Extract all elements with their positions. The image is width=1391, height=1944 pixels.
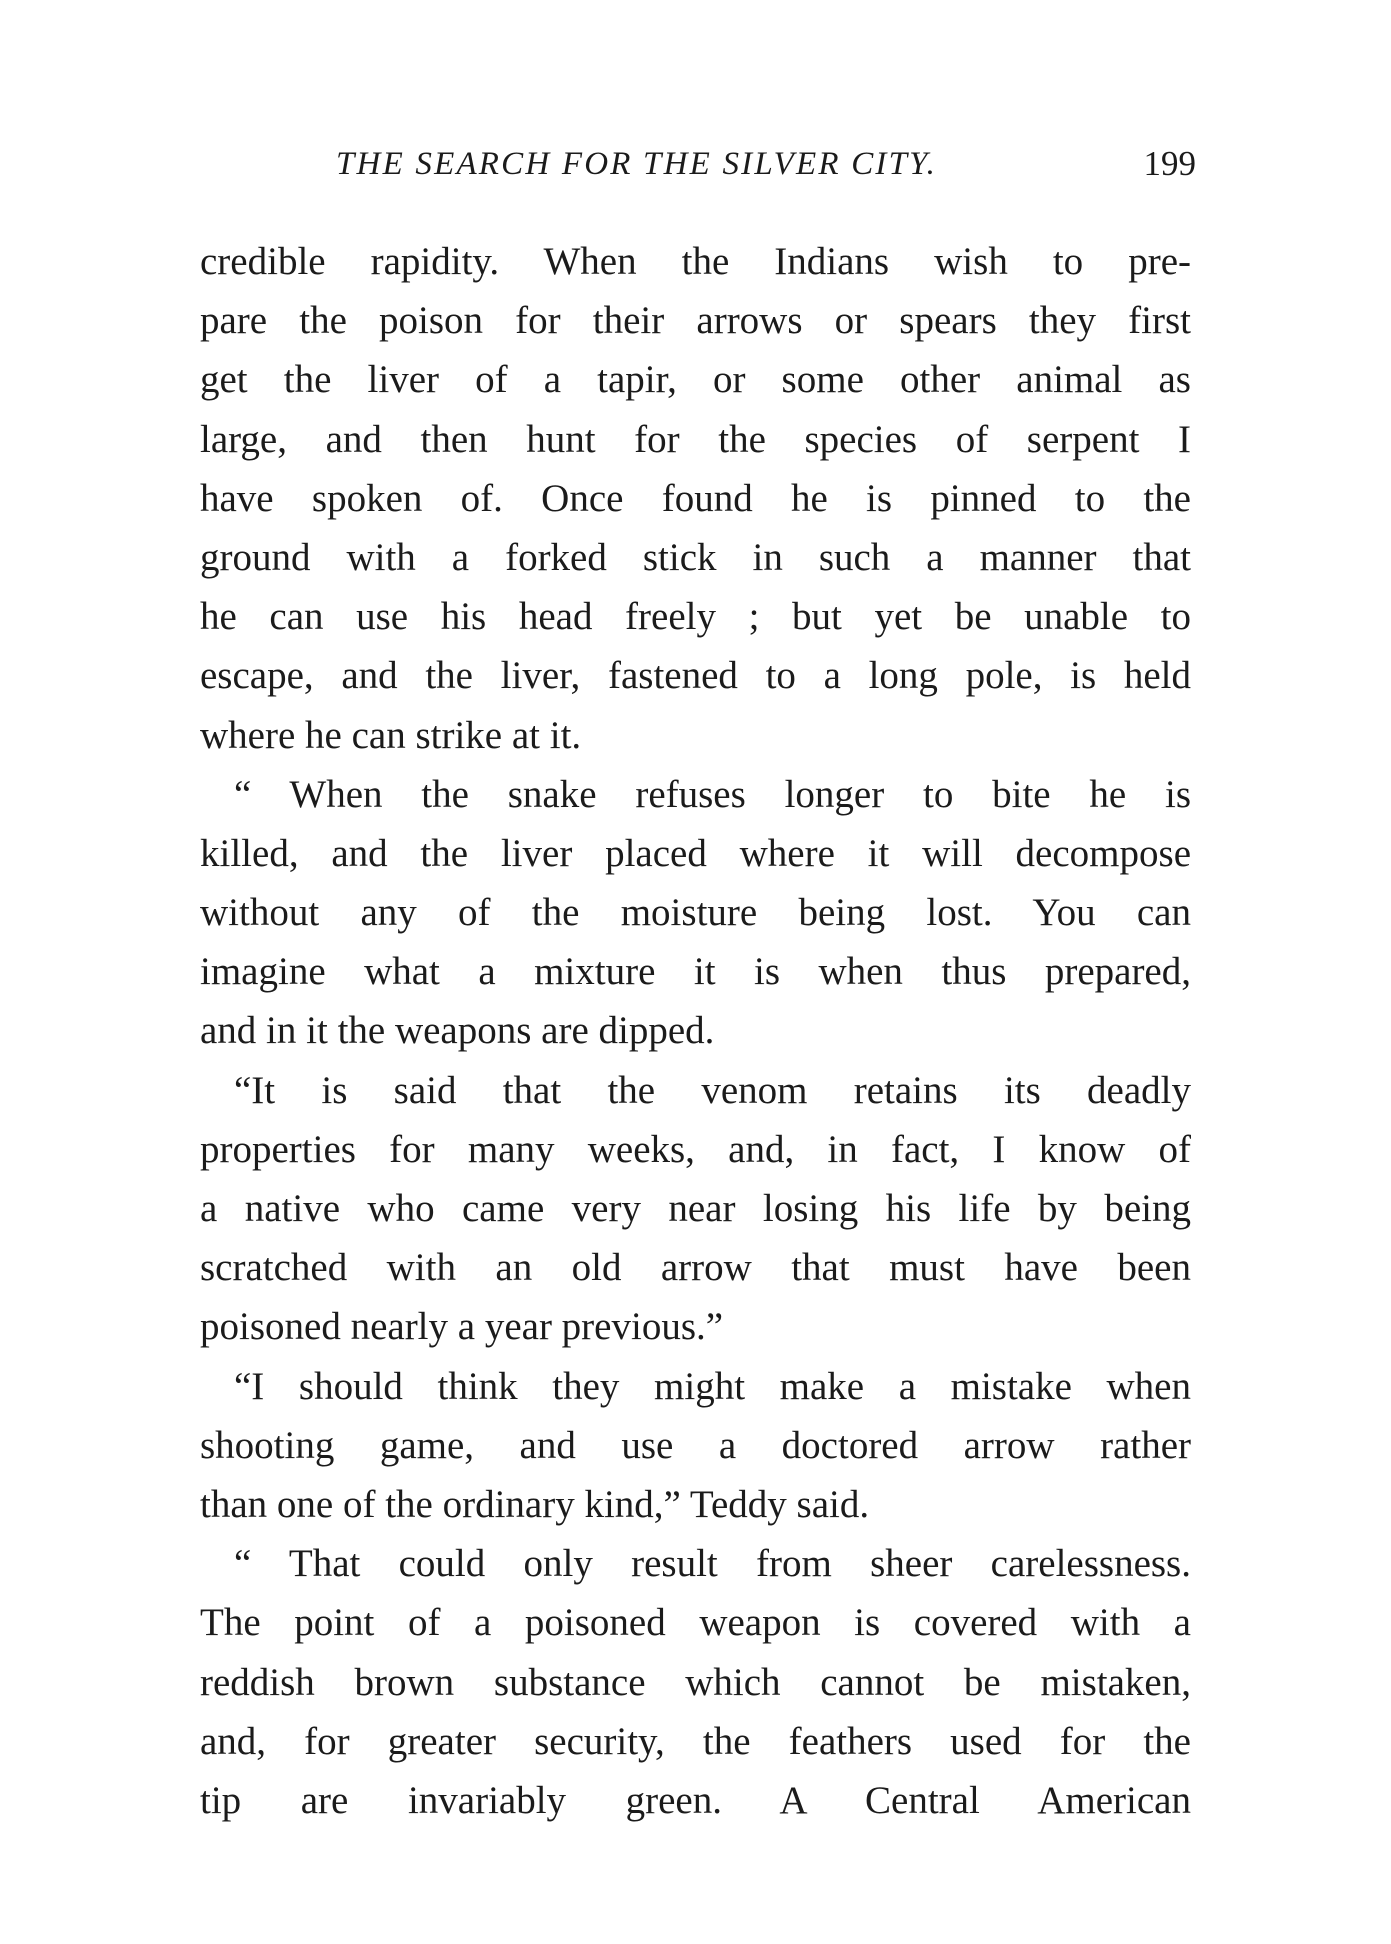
body-text (200, 232, 1191, 1830)
text-line: a native who came very near losing his life by being (200, 1187, 1191, 1230)
text-line: tip are invariably green. A Central American (200, 1778, 1191, 1822)
paragraph (200, 765, 1191, 1061)
text-line: get the liver of a tapir, or some other animal as (200, 358, 1191, 402)
text-line: killed, and the liver placed where it will decompose (200, 831, 1191, 875)
text-line: “I should think they might make a mistake when (234, 1364, 1191, 1408)
running-head (336, 142, 1196, 186)
text-line: poisoned nearly a year previous.” (200, 1305, 724, 1349)
text-line: shooting game, and use a doctored arrow rather (200, 1423, 1191, 1467)
text-line: than one of the ordinary kind,” Teddy said. (200, 1482, 870, 1526)
text-line: imagine what a mixture it is when thus prepared, (200, 950, 1191, 994)
text-line: “ That could only result from sheer carelessness. (234, 1542, 1191, 1586)
paragraph (200, 1357, 1191, 1535)
text-line: without any of the moisture being lost. You can (200, 891, 1191, 935)
text-line: “ When the snake refuses longer to bite he is (234, 772, 1191, 816)
text-line: pare the poison for their arrows or spears they first (200, 299, 1191, 343)
paragraph (200, 1061, 1191, 1357)
text-line: ground with a forked stick in such a manner that (200, 535, 1191, 579)
text-line: have spoken of. Once found he is pinned to the (200, 476, 1191, 520)
text-line: and, for greater security, the feathers used for the (200, 1719, 1191, 1763)
paragraph (200, 232, 1191, 765)
text-line: “It is said that the venom retains its deadly (234, 1068, 1191, 1112)
text-line: large, and then hunt for the species of serpent I (200, 417, 1191, 461)
text-line: properties for many weeks, and, in fact, I know of (200, 1127, 1191, 1171)
text-line: escape, and the liver, fastened to a long pole, is held (200, 654, 1191, 698)
text-line: The point of a poisoned weapon is covered with a (200, 1601, 1191, 1645)
running-title: THE SEARCH FOR THE SILVER CITY. (336, 146, 938, 182)
text-line: credible rapidity. When the Indians wish to pre- (200, 240, 1191, 283)
text-line: reddish brown substance which cannot be mistaken, (200, 1660, 1191, 1704)
page-number: 199 (1143, 144, 1196, 183)
text-line: where he can strike at it. (200, 713, 582, 757)
paragraph (200, 1534, 1191, 1830)
text-line: he can use his head freely ; but yet be unable to (200, 595, 1191, 639)
text-line: scratched with an old arrow that must have been (200, 1246, 1191, 1290)
text-line: and in it the weapons are dipped. (200, 1009, 715, 1053)
